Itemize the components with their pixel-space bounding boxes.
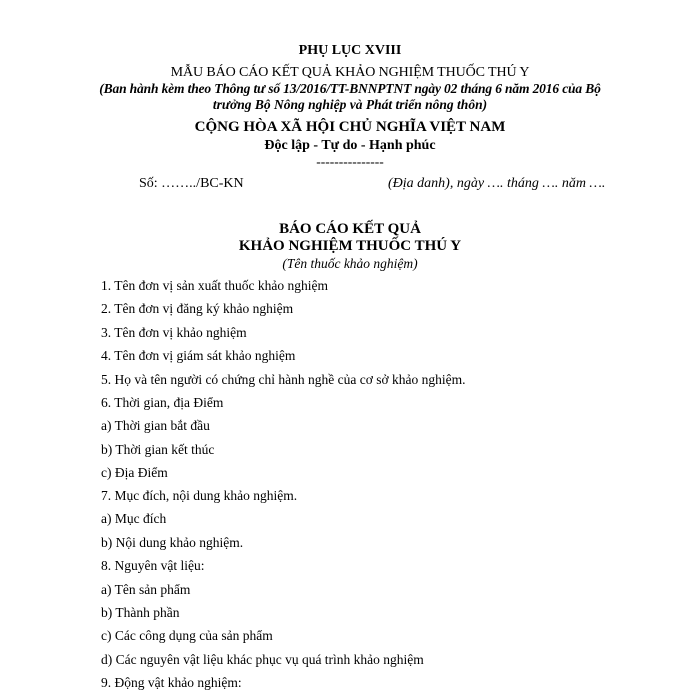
list-item: c) Các công dụng của sản phẩm (101, 628, 273, 643)
list-item: b) Nội dung khảo nghiệm. (101, 535, 244, 550)
appendix-title: PHỤ LỤC XVIII (298, 43, 402, 58)
list-item: 2. Tên đơn vị đăng ký khảo nghiệm (101, 301, 294, 316)
list-item: d) Các nguyên vật liệu khác phục vụ quá trình khảo nghiệm (101, 652, 424, 667)
list-item: 5. Họ và tên người có chứng chỉ hành nghề của cơ sở khảo nghiệm. (101, 372, 466, 387)
document-number: Số: ……../BC-KN (139, 176, 244, 191)
list-item: b) Thời gian kết thúc (101, 442, 215, 457)
issued-by-line-2: trưởng Bộ Nông nghiệp và Phát triển nông thôn) (212, 97, 488, 112)
national-motto: Độc lập - Tự do - Hạnh phúc (264, 138, 436, 153)
list-item: 3. Tên đơn vị khảo nghiệm (101, 325, 247, 340)
report-title-line-1: BÁO CÁO KẾT QUẢ (279, 221, 421, 237)
list-item: 6. Thời gian, địa Điểm (101, 395, 224, 410)
list-item: 9. Động vật khảo nghiệm: (101, 675, 242, 690)
place-and-date: (Địa danh), ngày …. tháng …. năm …. (388, 176, 606, 191)
list-item: c) Địa Điểm (101, 465, 168, 480)
report-title-note: (Tên thuốc khảo nghiệm) (282, 256, 418, 271)
national-title: CỘNG HÒA XÃ HỘI CHỦ NGHĨA VIỆT NAM (194, 119, 506, 135)
list-item: a) Tên sản phẩm (101, 582, 191, 597)
form-subtitle: MẪU BÁO CÁO KẾT QUẢ KHẢO NGHIỆM THUỐC THÚ Y (170, 65, 530, 80)
list-item: b) Thành phần (101, 605, 180, 620)
list-item: 7. Mục đích, nội dung khảo nghiệm. (101, 488, 298, 503)
list-item: a) Mục đích (101, 511, 167, 526)
list-item: 1. Tên đơn vị sản xuất thuốc khảo nghiệm (101, 278, 328, 293)
issued-by-line-1: (Ban hành kèm theo Thông tư số 13/2016/TT-BNNPTNT ngày 02 tháng 6 năm 2016 của Bộ (99, 81, 601, 96)
list-item: 8. Nguyên vật liệu: (101, 558, 205, 573)
report-title-line-2: KHẢO NGHIỆM THUỐC THÚ Y (238, 238, 462, 254)
list-item: 4. Tên đơn vị giám sát khảo nghiệm (101, 348, 296, 363)
list-item: a) Thời gian bắt đầu (101, 418, 210, 433)
header-divider: --------------- (316, 154, 384, 169)
